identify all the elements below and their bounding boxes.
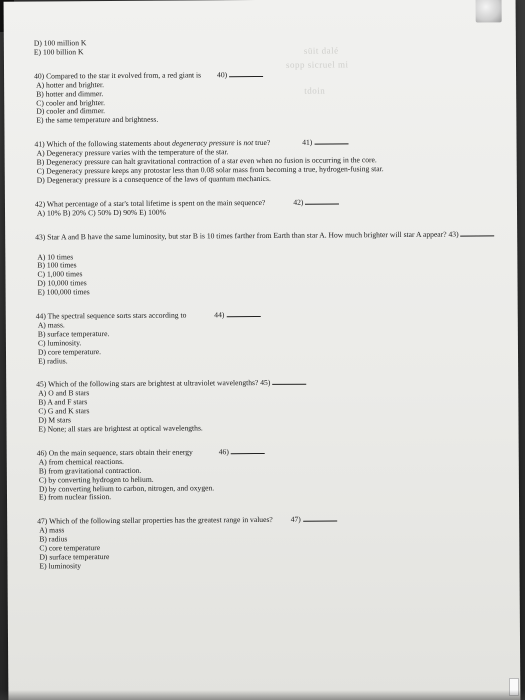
answer-option: D) by converting helium to carbon, nitrogen, and oxygen.: [38, 482, 215, 494]
answer-blank[interactable]: [314, 138, 348, 145]
answer-option: E) 100 billion K: [33, 47, 84, 57]
question-stem: 45) Which of the following stars are brightest at ultraviolet wavelengths?: [36, 378, 259, 390]
answer-option: E) the same temperature and brightness.: [36, 115, 159, 125]
answer-blank[interactable]: [226, 310, 260, 317]
answer-option: B) 100 times: [37, 260, 77, 270]
question-number: 43): [448, 229, 459, 239]
answer-option: B) hotter and dimmer.: [36, 88, 104, 99]
answer-blank[interactable]: [229, 70, 263, 77]
answer-blank[interactable]: [272, 378, 306, 385]
answer-options-inline: A) 10% B) 20% C) 50% D) 90% E) 100%: [36, 207, 166, 218]
question-45: [36, 377, 506, 435]
answer-option: D) Degeneracy pressure is a consequence of the laws of quantum mechanics.: [36, 173, 271, 185]
answer-option: B) radius: [39, 534, 68, 544]
bleed-through-text: süit dalé: [303, 45, 339, 56]
question-number: 44): [214, 310, 225, 320]
answer-option: C) 1,000 times: [37, 269, 83, 279]
answer-option: A) 10 times: [37, 251, 74, 262]
exam-content: [34, 36, 508, 571]
question-number: 46): [218, 447, 229, 457]
answer-option: C) cooler and brighter.: [36, 97, 106, 108]
answer-option: C) by converting hydrogen to helium.: [38, 474, 154, 485]
exam-page: [4, 0, 521, 700]
answer-option: B) surface temperature.: [37, 328, 110, 339]
question-stem: 44) The spectral sequence sorts stars according to: [35, 310, 187, 321]
answer-option: D) 10,000 times: [37, 278, 87, 288]
bleed-through-text: sopp sicruel mi: [285, 59, 349, 70]
answer-option: A) mass: [39, 525, 65, 535]
bleed-through-text: tdoin: [304, 85, 326, 96]
question-number: 41): [302, 137, 313, 147]
question-stem: 41) Which of the following statements about degeneracy pressure is not true?: [34, 138, 271, 149]
answer-option: B) from gravitational contraction.: [38, 465, 142, 476]
answer-option: B) Degeneracy pressure can halt gravitational contraction of a star even when no fusion is occurring in the core.: [36, 155, 377, 167]
answer-option: A) mass.: [37, 320, 65, 330]
question-44: [36, 308, 506, 366]
answer-blank[interactable]: [305, 197, 339, 204]
question-stem: 46) On the main sequence, stars obtain their energy: [36, 447, 193, 458]
question-40: [34, 68, 504, 126]
question-41: [35, 137, 505, 186]
question-number: 47): [290, 515, 301, 525]
answer-option: A) hotter and brighter.: [36, 79, 105, 90]
answer-option: A) O and B stars: [38, 388, 90, 398]
question-46: [37, 445, 507, 503]
answer-option: C) Degeneracy pressure keeps any protostar less than 0.08 solar mass from becoming a true, hydrogen-fusing star.: [36, 164, 384, 176]
question-stem: 43) Star A and B have the same luminosity, but star B is 10 times farther from Earth than star A. How much brighter will star A appear?: [35, 229, 447, 242]
answer-blank[interactable]: [461, 229, 495, 236]
question-number: 40): [216, 70, 228, 80]
answer-option: A) from chemical reactions.: [38, 456, 124, 467]
question-number: 42): [293, 197, 304, 207]
question-47: [37, 514, 507, 572]
answer-blank[interactable]: [303, 515, 337, 522]
question-stem: 42) What percentage of a star's total lifetime is spent on the main sequence?: [34, 197, 266, 209]
answer-option: D) 100 million K: [33, 38, 87, 48]
answer-option: E) luminosity: [39, 561, 82, 571]
answer-option: D) M stars: [38, 415, 71, 425]
answer-option: E) 100,000 times: [37, 287, 90, 297]
page-shadow: [0, 690, 525, 700]
answer-option: B) A and F stars: [38, 397, 88, 407]
answer-option: C) core temperature: [39, 543, 101, 553]
answer-option: A) Degeneracy pressure varies with the temperature of the star.: [36, 147, 229, 158]
question-43: [35, 229, 505, 298]
question-stem: 40) Compared to the star it evolved from, a red giant is: [34, 70, 202, 81]
question-stem: 47) Which of the following stellar properties has the greatest range in values?: [37, 515, 273, 526]
answer-option: D) surface temperature: [39, 552, 110, 562]
answer-option: E) None; all stars are brightest at optical wavelengths.: [38, 423, 203, 434]
answer-option: E) from nuclear fission.: [38, 492, 112, 502]
question-number: 45): [260, 378, 271, 388]
answer-blank[interactable]: [231, 447, 265, 454]
staple-glare: [476, 0, 502, 23]
answer-option: D) core temperature.: [37, 346, 102, 357]
answer-option: E) radius.: [38, 355, 68, 366]
answer-option: C) G and K stars: [38, 406, 90, 416]
answer-option: C) luminosity.: [37, 338, 82, 348]
answer-option: D) cooler and dimmer.: [36, 106, 106, 117]
